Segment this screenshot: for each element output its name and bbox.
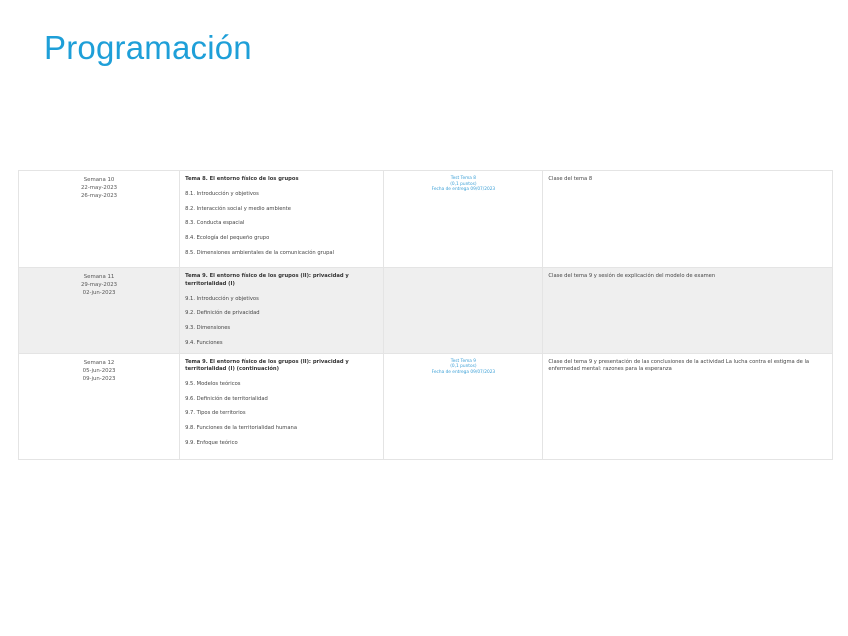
activity-cell [543,171,833,268]
evaluation-cell [384,171,543,268]
evaluation-cell [384,353,543,459]
topic-item: 9.1. Introducción y objetivos [185,295,259,302]
page-title: Programación [44,29,252,66]
test-points: (0,1 puntos) [450,364,477,370]
topic-item: 9.8. Funciones de la territorialidad humana [185,425,298,432]
week-cell [19,171,180,268]
week-end-date: 26-may-2023 [80,193,118,199]
week-end-date: 09-jun-2023 [82,375,116,382]
topic-item: 9.6. Definición de territorialidad [185,395,268,402]
topic-title: Tema 9. El entorno físico de los grupos (II): privacidad y territorialidad (I) (continuación) [185,358,349,373]
schedule-table [18,170,833,460]
topic-title: Tema 9. El entorno físico de los grupos (II): privacidad y territorialidad (I) [185,273,349,287]
test-due-date: Fecha de entrega 09/07/2023 [431,187,496,193]
table-row [19,268,833,354]
topic-item: 9.7. Tipos de territorios [185,410,246,417]
topic-cell [180,353,384,459]
topic-cell [180,268,384,354]
topic-item: 9.2. Definición de privacidad [185,310,260,317]
topic-item: 8.4. Ecología del pequeño grupo [185,235,270,242]
test-link[interactable]: Test Tema 8 [450,176,477,181]
table-row [19,353,833,459]
week-start-date: 29-may-2023 [80,282,118,288]
topic-cell [180,171,384,268]
week-cell [19,268,180,354]
table-row [19,171,833,268]
topic-title: Tema 8. El entorno físico de los grupos [185,176,299,182]
topic-item: 9.9. Enfoque teórico [185,439,238,446]
test-due-date: Fecha de entrega 09/07/2023 [431,369,496,375]
activity-text: Clase del tema 8 [548,176,593,182]
topic-item: 9.5. Modelos teóricos [185,381,241,388]
topic-item: 8.1. Introducción y objetivos [185,191,259,197]
topic-item: 9.4. Funciones [185,339,223,346]
activity-cell [543,353,833,459]
activity-text: Clase del tema 9 y sesión de explicación del modelo de examen [548,273,716,279]
test-points: (0,1 puntos) [450,181,477,187]
activity-cell [543,268,833,354]
week-cell [19,353,180,459]
topic-item: 9.3. Dimensiones [185,324,231,331]
week-start-date: 05-jun-2023 [82,367,116,374]
week-end-date: 02-jun-2023 [82,290,116,296]
test-link[interactable]: Test Tema 9 [450,358,477,364]
topic-item: 8.3. Conducta espacial [185,220,245,227]
week-label: Semana 11 [83,274,115,280]
topic-item: 8.2. Interacción social y medio ambiente [185,205,291,212]
activity-text: Clase del tema 9 y presentación de las conclusiones de la actividad La lucha contra el estigma de la enfermedad mental: razones para la esperanza [548,358,810,373]
week-start-date: 22-may-2023 [80,185,118,191]
topic-item: 8.5. Dimensiones ambientales de la comunicación grupal [185,249,334,256]
week-label: Semana 10 [83,177,115,183]
evaluation-cell [384,268,543,354]
week-label: Semana 12 [83,359,115,366]
